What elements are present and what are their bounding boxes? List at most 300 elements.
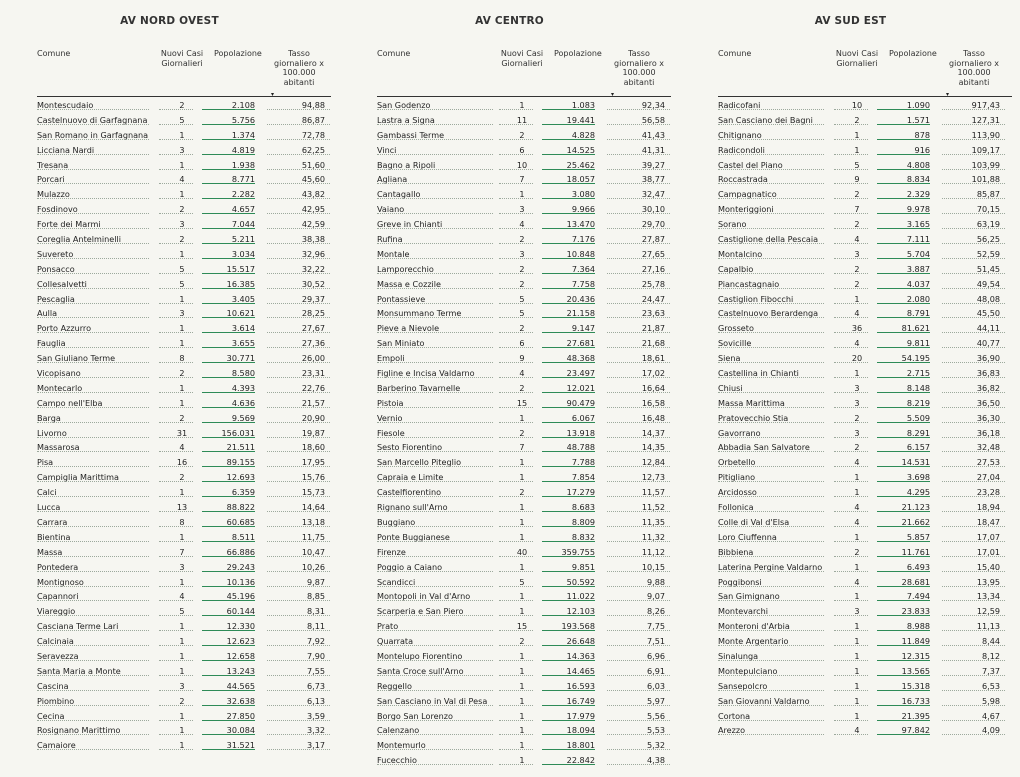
nuovi-casi-cell: 2	[519, 636, 525, 647]
popolazione-cell: 7.364	[571, 263, 595, 274]
comune-cell: Fosdinovo	[37, 204, 78, 215]
cell-underline	[834, 466, 868, 467]
cell-underline	[942, 317, 1005, 318]
table-row	[684, 634, 1017, 649]
comune-cell: Vicopisano	[37, 368, 81, 379]
cell-underline	[159, 347, 193, 348]
popolazione-cell: 359.755	[561, 546, 595, 557]
cell-underline	[834, 288, 868, 289]
comune-cell: Cecina	[37, 710, 65, 721]
header-tasso[interactable]: Tasso giornaliero x 100.000 abitanti	[949, 49, 999, 87]
sort-desc-icon[interactable]: ▾	[271, 91, 275, 98]
cell-underline	[37, 437, 149, 438]
cell-underline	[607, 124, 670, 125]
nuovi-casi-cell: 1	[854, 561, 860, 572]
popolazione-cell: 3.165	[906, 219, 930, 230]
tasso-cell: 5,53	[646, 725, 665, 736]
table-row	[684, 292, 1017, 307]
popolazione-cell: 1.938	[231, 159, 255, 170]
table-row	[684, 143, 1017, 158]
popolazione-cell: 13.470	[566, 219, 595, 230]
nuovi-casi-cell: 2	[179, 695, 185, 706]
nuovi-casi-cell: 31	[176, 427, 188, 438]
cell-underline	[718, 511, 824, 512]
nuovi-casi-cell: 1	[179, 382, 185, 393]
cell-underline	[159, 705, 193, 706]
tasso-cell: 7,75	[646, 621, 665, 632]
nuovi-casi-cell: 9	[854, 174, 860, 185]
nuovi-casi-cell: 4	[179, 591, 185, 602]
tasso-cell: 70,15	[976, 204, 1000, 215]
cell-underline	[37, 615, 149, 616]
cell-underline	[942, 481, 1005, 482]
popolazione-underline	[542, 734, 595, 735]
table-row	[343, 396, 676, 411]
nuovi-casi-cell: 1	[179, 397, 185, 408]
popolazione-underline	[542, 481, 595, 482]
popolazione-underline	[202, 660, 255, 661]
tasso-cell: 29,70	[641, 219, 665, 230]
popolazione-underline	[877, 630, 930, 631]
table-row	[3, 277, 336, 292]
table-row	[684, 440, 1017, 455]
comune-cell: San Casciano in Val di Pesa	[377, 695, 488, 706]
table-row	[343, 575, 676, 590]
cell-underline	[267, 481, 330, 482]
popolazione-cell: 30.771	[226, 353, 255, 364]
popolazione-underline	[542, 720, 595, 721]
popolazione-underline	[542, 154, 595, 155]
popolazione-underline	[202, 392, 255, 393]
nuovi-casi-cell: 1	[519, 100, 525, 110]
popolazione-cell: 16.593	[566, 680, 595, 691]
popolazione-underline	[202, 481, 255, 482]
comune-cell: Chiusi	[718, 382, 743, 393]
popolazione-underline	[202, 571, 255, 572]
nuovi-casi-cell: 1	[519, 412, 525, 423]
popolazione-cell: 5.211	[231, 234, 255, 245]
header-popolazione[interactable]: Popolazione	[214, 49, 262, 58]
cell-underline	[159, 407, 193, 408]
popolazione-cell: 4.808	[906, 159, 930, 170]
header-nuovi-casi[interactable]: Nuovi Casi Giornalieri	[160, 49, 204, 68]
cell-underline	[159, 541, 193, 542]
comune-cell: Quarrata	[377, 636, 414, 647]
popolazione-underline	[877, 288, 930, 289]
popolazione-cell: 1.571	[906, 114, 930, 125]
table-row	[3, 172, 336, 187]
tasso-cell: 16,48	[641, 412, 665, 423]
popolazione-underline	[542, 139, 595, 140]
cell-underline	[607, 377, 670, 378]
popolazione-underline	[542, 213, 595, 214]
popolazione-underline	[877, 541, 930, 542]
cell-underline	[267, 749, 330, 750]
cell-underline	[942, 332, 1005, 333]
table-row	[343, 277, 676, 292]
cell-underline	[499, 377, 533, 378]
nuovi-casi-cell: 2	[179, 368, 185, 379]
cell-underline	[159, 734, 193, 735]
cell-underline	[37, 645, 149, 646]
comune-cell: Rosignano Marittimo	[37, 725, 121, 736]
nuovi-casi-cell: 5	[179, 278, 185, 289]
popolazione-cell: 48.368	[566, 353, 595, 364]
tasso-cell: 36,83	[976, 368, 1000, 379]
tasso-cell: 6,13	[306, 695, 325, 706]
popolazione-cell: 916	[914, 144, 930, 155]
cell-underline	[607, 496, 670, 497]
popolazione-underline	[877, 407, 930, 408]
nuovi-casi-cell: 1	[854, 293, 860, 304]
cell-underline	[942, 183, 1005, 184]
nuovi-casi-cell: 2	[179, 204, 185, 215]
popolazione-cell: 7.758	[571, 278, 595, 289]
popolazione-underline	[542, 183, 595, 184]
popolazione-cell: 2.715	[906, 368, 930, 379]
cell-underline	[718, 645, 824, 646]
nuovi-casi-cell: 36	[851, 323, 863, 334]
nuovi-casi-cell: 3	[854, 382, 860, 393]
cell-underline	[718, 377, 824, 378]
header-nuovi-casi[interactable]: Nuovi Casi Giornalieri	[835, 49, 879, 68]
cell-underline	[834, 481, 868, 482]
cell-underline	[834, 213, 868, 214]
popolazione-underline	[202, 675, 255, 676]
cell-underline	[159, 154, 193, 155]
popolazione-underline	[202, 541, 255, 542]
header-popolazione[interactable]: Popolazione	[889, 49, 937, 58]
nuovi-casi-cell: 4	[179, 174, 185, 185]
cell-underline	[607, 392, 670, 393]
comune-cell: Sinalunga	[718, 650, 759, 661]
popolazione-cell: 21.158	[566, 308, 595, 319]
cell-underline	[607, 705, 670, 706]
nuovi-casi-cell: 1	[179, 621, 185, 632]
nuovi-casi-cell: 40	[516, 546, 528, 557]
cell-underline	[834, 511, 868, 512]
nuovi-casi-cell: 2	[519, 129, 525, 140]
cell-underline	[159, 124, 193, 125]
header-tasso[interactable]: Tasso giornaliero x 100.000 abitanti	[614, 49, 664, 87]
comune-cell: Campagnatico	[718, 189, 777, 200]
tasso-cell: 56,25	[976, 234, 1000, 245]
table-row	[343, 709, 676, 724]
cell-underline	[267, 183, 330, 184]
cell-underline	[718, 317, 824, 318]
comune-cell: Castel del Piano	[718, 159, 783, 170]
table-row	[684, 351, 1017, 366]
nuovi-casi-cell: 6	[519, 144, 525, 155]
header-nuovi-casi[interactable]: Nuovi Casi Giornalieri	[500, 49, 544, 68]
popolazione-cell: 13.565	[901, 665, 930, 676]
popolazione-underline	[542, 124, 595, 125]
tasso-cell: 45,50	[976, 308, 1000, 319]
popolazione-cell: 13.918	[566, 427, 595, 438]
cell-underline	[267, 347, 330, 348]
popolazione-cell: 8.580	[231, 368, 255, 379]
table-row	[3, 381, 336, 396]
popolazione-cell: 8.834	[906, 174, 930, 185]
popolazione-cell: 11.022	[566, 591, 595, 602]
cell-underline	[267, 273, 330, 274]
cell-underline	[834, 720, 868, 721]
popolazione-cell: 8.511	[231, 531, 255, 542]
comune-cell: Castelnuovo di Garfagnana	[37, 114, 148, 125]
tasso-cell: 101,88	[971, 174, 1000, 185]
cell-underline	[834, 556, 868, 557]
popolazione-underline	[542, 109, 595, 110]
tasso-cell: 9,07	[646, 591, 665, 602]
cell-underline	[834, 139, 868, 140]
cell-underline	[159, 243, 193, 244]
tasso-cell: 10,47	[301, 546, 325, 557]
section-av-centro	[343, 3, 676, 774]
nuovi-casi-cell: 2	[854, 412, 860, 423]
cell-underline	[267, 258, 330, 259]
cell-underline	[718, 720, 824, 721]
table-row	[684, 172, 1017, 187]
cell-underline	[718, 734, 824, 735]
popolazione-underline	[542, 586, 595, 587]
table-body	[3, 98, 336, 753]
nuovi-casi-cell: 3	[179, 561, 185, 572]
nuovi-casi-cell: 1	[179, 248, 185, 259]
cell-underline	[377, 109, 493, 110]
comune-cell: Poggibonsi	[718, 576, 762, 587]
cell-underline	[377, 630, 493, 631]
tasso-cell: 27,04	[976, 472, 1000, 483]
popolazione-underline	[542, 630, 595, 631]
nuovi-casi-cell: 3	[179, 308, 185, 319]
cell-underline	[942, 154, 1005, 155]
nuovi-casi-cell: 1	[519, 472, 525, 483]
cell-underline	[942, 288, 1005, 289]
tasso-cell: 9,88	[646, 576, 665, 587]
popolazione-underline	[202, 303, 255, 304]
cell-underline	[718, 556, 824, 557]
popolazione-cell: 10.621	[226, 308, 255, 319]
cell-underline	[834, 660, 868, 661]
tasso-cell: 18,61	[641, 353, 665, 364]
cell-underline	[718, 466, 824, 467]
popolazione-underline	[542, 749, 595, 750]
table-row	[684, 262, 1017, 277]
tasso-cell: 103,99	[971, 159, 1000, 170]
popolazione-cell: 17.979	[566, 710, 595, 721]
comune-cell: Fucecchio	[377, 755, 418, 766]
cell-underline	[718, 451, 824, 452]
sort-desc-icon[interactable]: ▾	[946, 91, 950, 98]
cell-underline	[607, 586, 670, 587]
popolazione-cell: 13.243	[226, 665, 255, 676]
comune-cell: Viareggio	[37, 606, 76, 617]
popolazione-cell: 23.833	[901, 606, 930, 617]
comune-cell: Massa	[37, 546, 63, 557]
cell-underline	[718, 362, 824, 363]
comune-cell: Sorano	[718, 219, 747, 230]
table-row	[343, 366, 676, 381]
cell-underline	[267, 437, 330, 438]
cell-underline	[37, 124, 149, 125]
table-row	[684, 515, 1017, 530]
cell-underline	[834, 377, 868, 378]
cell-underline	[607, 317, 670, 318]
cell-underline	[159, 303, 193, 304]
cell-underline	[267, 407, 330, 408]
popolazione-underline	[877, 675, 930, 676]
nuovi-casi-cell: 5	[519, 576, 525, 587]
cell-underline	[607, 556, 670, 557]
popolazione-underline	[877, 169, 930, 170]
tasso-cell: 62,25	[301, 144, 325, 155]
nuovi-casi-cell: 5	[519, 293, 525, 304]
popolazione-underline	[202, 407, 255, 408]
table-row	[3, 723, 336, 738]
popolazione-cell: 6.493	[906, 561, 930, 572]
cell-underline	[37, 749, 149, 750]
cell-underline	[159, 213, 193, 214]
cell-underline	[159, 466, 193, 467]
popolazione-underline	[542, 466, 595, 467]
section-title: AV CENTRO	[475, 15, 544, 27]
sort-desc-icon[interactable]: ▾	[611, 91, 615, 98]
popolazione-cell: 44.565	[226, 680, 255, 691]
nuovi-casi-cell: 1	[179, 725, 185, 736]
comune-cell: Montelupo Fiorentino	[377, 650, 463, 661]
nuovi-casi-cell: 13	[176, 502, 188, 513]
nuovi-casi-cell: 1	[179, 576, 185, 587]
table-row	[343, 485, 676, 500]
popolazione-cell: 8.988	[906, 621, 930, 632]
cell-underline	[942, 213, 1005, 214]
cell-underline	[499, 600, 533, 601]
cell-underline	[834, 347, 868, 348]
cell-underline	[159, 139, 193, 140]
popolazione-underline	[542, 451, 595, 452]
nuovi-casi-cell: 1	[854, 665, 860, 676]
table-row	[3, 709, 336, 724]
cell-underline	[718, 258, 824, 259]
table-row	[3, 232, 336, 247]
cell-underline	[718, 705, 824, 706]
cell-underline	[159, 586, 193, 587]
comune-cell: Colle di Val d'Elsa	[718, 516, 790, 527]
header-popolazione[interactable]: Popolazione	[554, 49, 602, 58]
nuovi-casi-cell: 1	[519, 650, 525, 661]
cell-underline	[37, 362, 149, 363]
cell-underline	[499, 303, 533, 304]
popolazione-cell: 4.393	[231, 382, 255, 393]
tasso-cell: 72,78	[301, 129, 325, 140]
popolazione-underline	[202, 705, 255, 706]
section-title: AV NORD OVEST	[120, 15, 219, 27]
popolazione-underline	[877, 198, 930, 199]
tasso-cell: 32,22	[301, 263, 325, 274]
table-row	[343, 158, 676, 173]
cell-underline	[159, 511, 193, 512]
table-row	[3, 560, 336, 575]
nuovi-casi-cell: 1	[519, 502, 525, 513]
table-row	[684, 232, 1017, 247]
nuovi-casi-cell: 5	[179, 263, 185, 274]
table-row	[3, 143, 336, 158]
tasso-cell: 14,37	[641, 427, 665, 438]
table-row	[343, 589, 676, 604]
cell-underline	[499, 288, 533, 289]
cell-underline	[718, 600, 824, 601]
popolazione-underline	[202, 466, 255, 467]
comune-cell: Lucca	[37, 502, 61, 513]
header-tasso[interactable]: Tasso giornaliero x 100.000 abitanti	[274, 49, 324, 87]
popolazione-cell: 21.511	[226, 442, 255, 453]
tasso-cell: 11,32	[641, 531, 665, 542]
tasso-cell: 9,87	[306, 576, 325, 587]
comune-cell: Lamporecchio	[377, 263, 434, 274]
popolazione-cell: 4.657	[231, 204, 255, 215]
cell-underline	[499, 198, 533, 199]
popolazione-cell: 16.733	[901, 695, 930, 706]
cell-underline	[607, 630, 670, 631]
nuovi-casi-cell: 1	[179, 129, 185, 140]
popolazione-underline	[877, 109, 930, 110]
cell-underline	[834, 600, 868, 601]
nuovi-casi-cell: 1	[854, 531, 860, 542]
tasso-cell: 10,15	[641, 561, 665, 572]
comune-cell: Sansepolcro	[718, 680, 768, 691]
header-comune: Comune	[718, 49, 752, 58]
comune-cell: Montale	[377, 248, 410, 259]
nuovi-casi-cell: 2	[854, 263, 860, 274]
cell-underline	[377, 571, 493, 572]
comune-cell: Piombino	[37, 695, 75, 706]
cell-underline	[718, 481, 824, 482]
cell-underline	[718, 392, 824, 393]
cell-underline	[499, 556, 533, 557]
comune-cell: Pistoia	[377, 397, 404, 408]
popolazione-underline	[542, 303, 595, 304]
tasso-cell: 23,63	[641, 308, 665, 319]
nuovi-casi-cell: 1	[519, 755, 525, 766]
comune-cell: Capraia e Limite	[377, 472, 444, 483]
tasso-cell: 12,73	[641, 472, 665, 483]
cell-underline	[718, 303, 824, 304]
popolazione-underline	[202, 630, 255, 631]
cell-underline	[377, 466, 493, 467]
popolazione-cell: 4.828	[571, 129, 595, 140]
nuovi-casi-cell: 4	[519, 219, 525, 230]
tasso-cell: 38,38	[301, 234, 325, 245]
cell-underline	[834, 258, 868, 259]
table-row	[3, 619, 336, 634]
table-row	[343, 649, 676, 664]
nuovi-casi-cell: 1	[519, 725, 525, 736]
comune-cell: Capalbio	[718, 263, 754, 274]
table-row	[684, 381, 1017, 396]
popolazione-underline	[542, 571, 595, 572]
cell-underline	[607, 213, 670, 214]
table-row	[684, 158, 1017, 173]
cell-underline	[159, 362, 193, 363]
comune-cell: Follonica	[718, 502, 754, 513]
table-row	[684, 709, 1017, 724]
table-row	[684, 589, 1017, 604]
cell-underline	[267, 571, 330, 572]
cell-underline	[267, 600, 330, 601]
cell-underline	[159, 600, 193, 601]
popolazione-underline	[877, 362, 930, 363]
cell-underline	[718, 228, 824, 229]
